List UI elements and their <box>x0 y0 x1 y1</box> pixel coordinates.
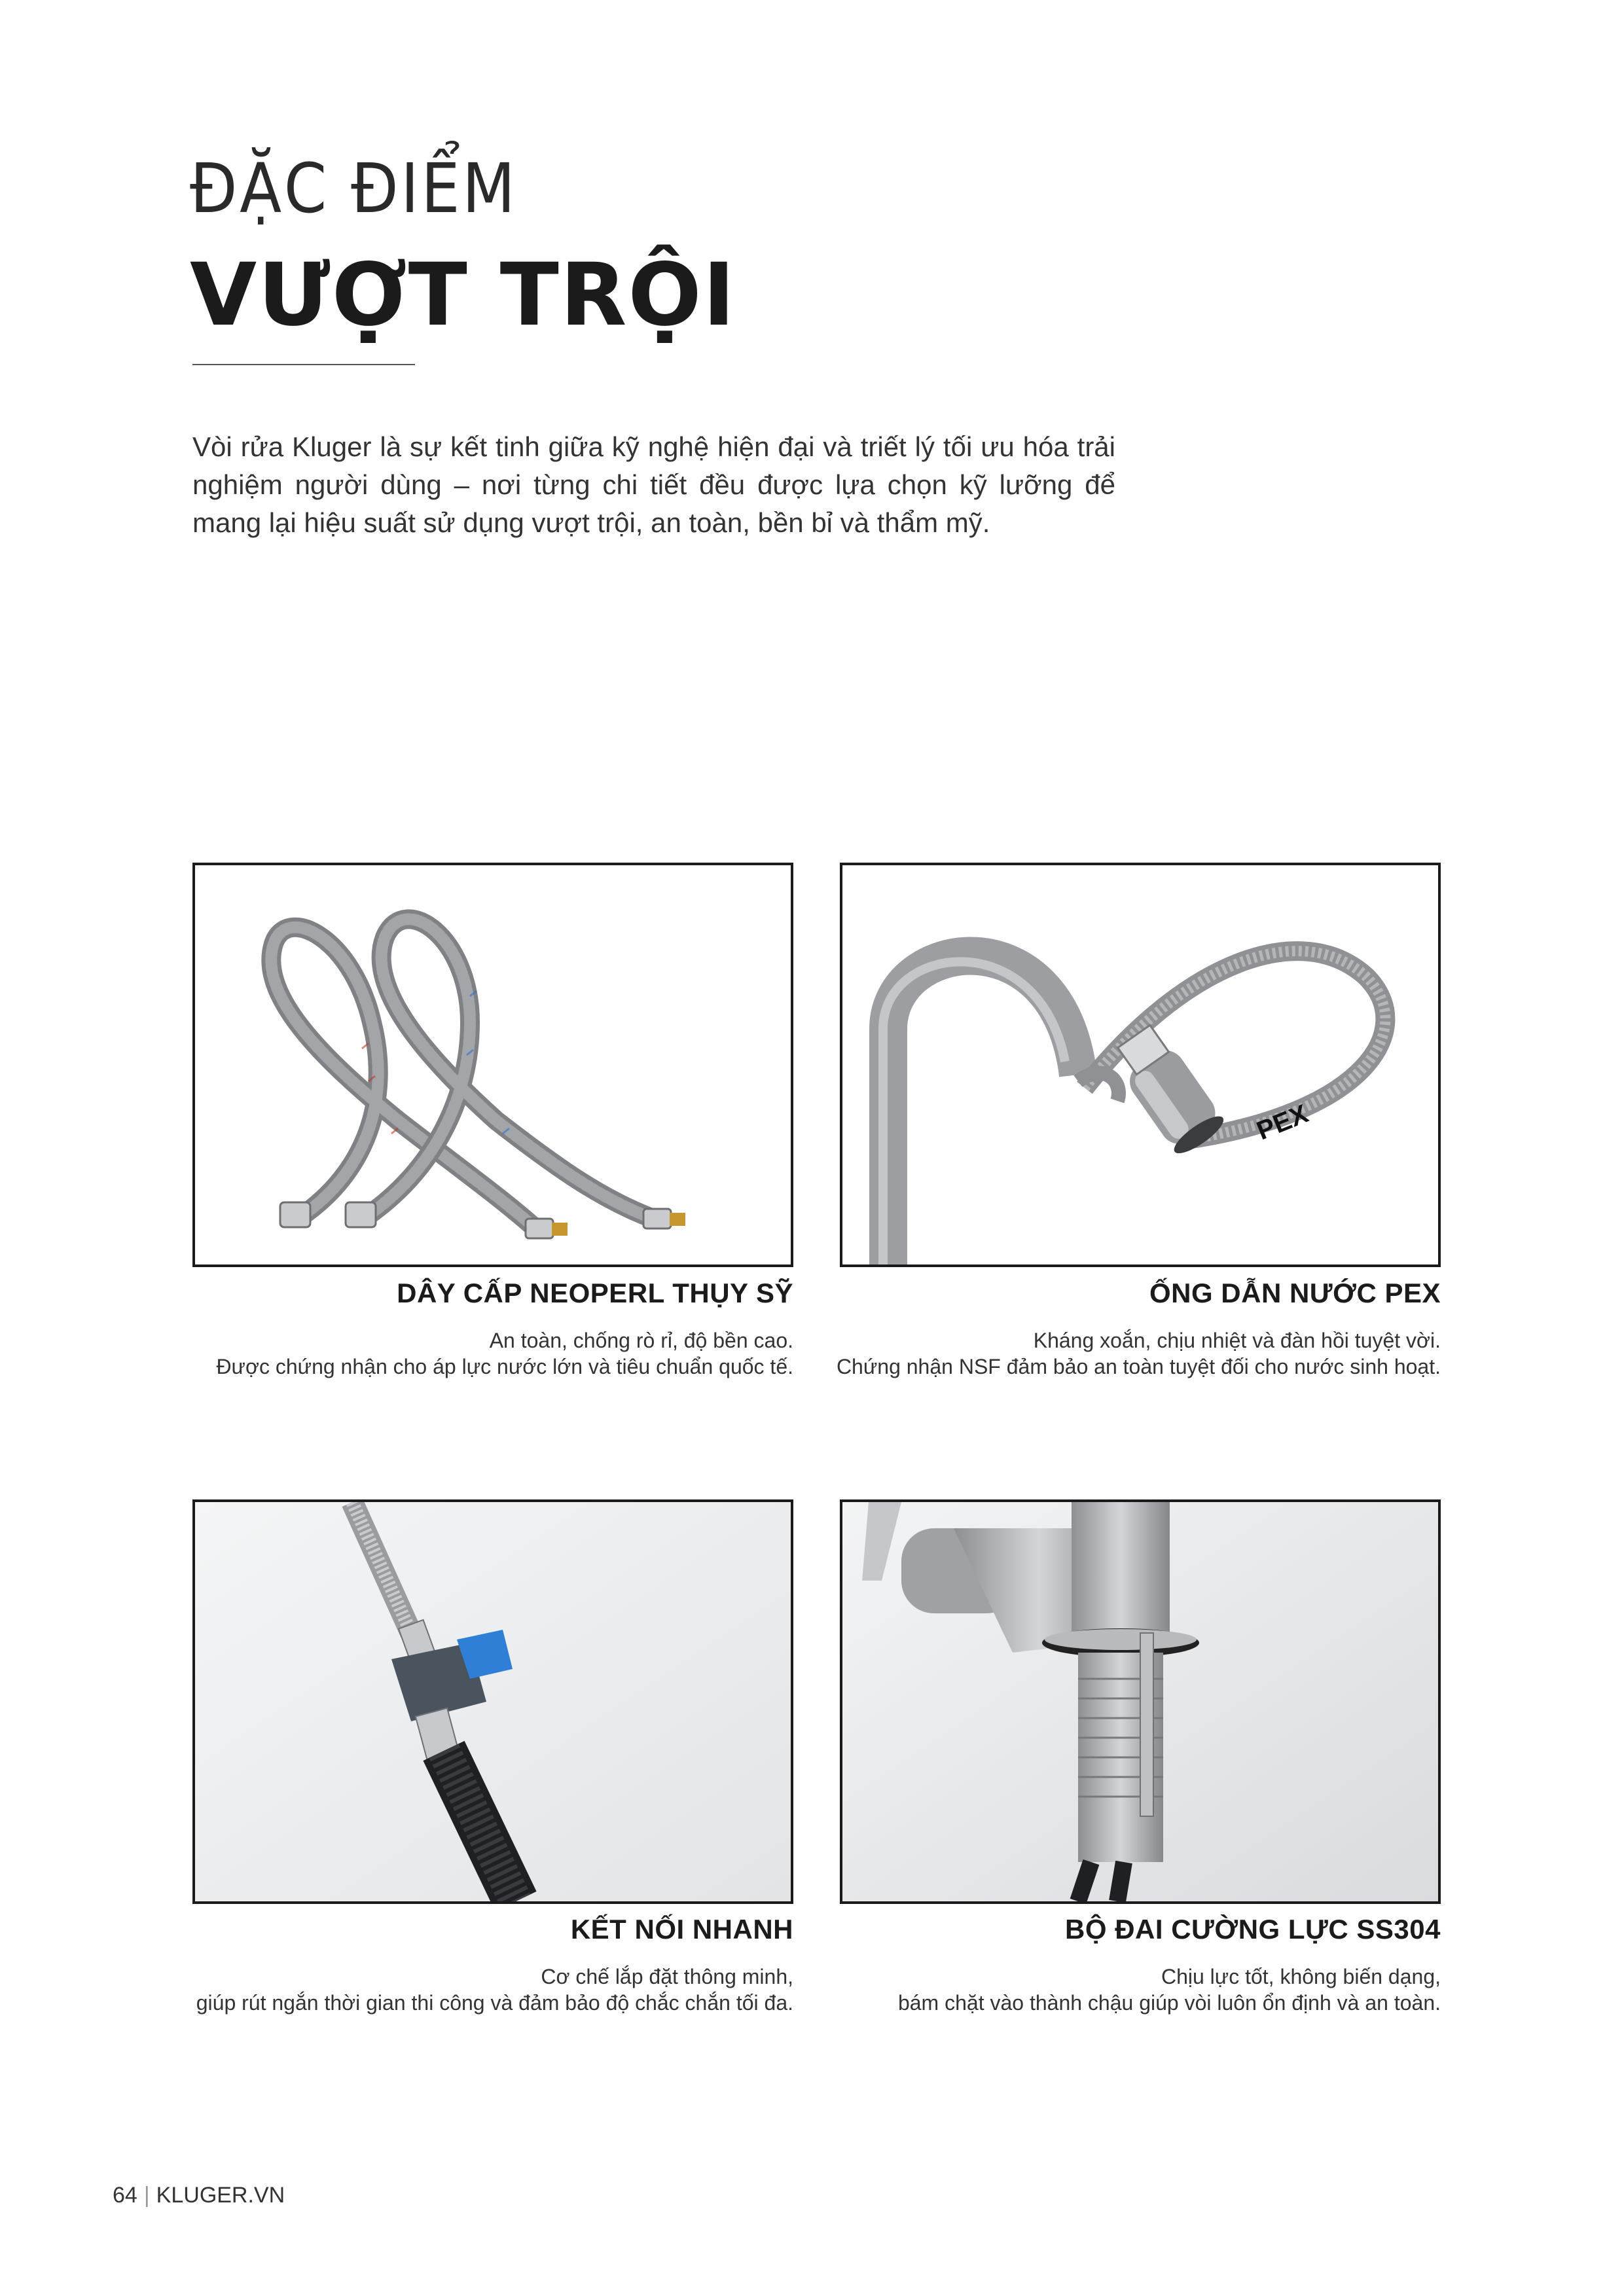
intro-paragraph: Vòi rửa Kluger là sự kết tinh giữa kỹ nghệ hiện đại và triết lý tối ưu hóa trải nghiệm người dùng – nơi từng chi tiết đều được lựa chọn kỹ lưỡng để mang lại hiệu suất sử dụng vượt trội, an toàn, bền bỉ và thẩm mỹ. <box>192 431 1115 538</box>
feature-desc-pex-2: Chứng nhận NSF đảm bảo an toàn tuyệt đối cho nước sinh hoạt. <box>836 1355 1441 1378</box>
mounting-kit-illustration <box>842 1502 1438 1901</box>
quick-connect-image <box>192 1499 793 1904</box>
feature-desc-quick-connect-2: giúp rút ngắn thời gian thi công và đảm bảo độ chắc chắn tối đa. <box>196 1991 793 2015</box>
feature-title-pex: ỐNG DẪN NƯỚC PEX <box>1149 1278 1441 1308</box>
feature-desc-neoperl-2: Được chứng nhận cho áp lực nước lớn và tiêu chuẩn quốc tế. <box>216 1355 793 1378</box>
neoperl-hose-image <box>192 863 793 1267</box>
feature-title-quick-connect: KẾT NỐI NHANH <box>570 1914 793 1945</box>
feature-desc-pex-1: Kháng xoắn, chịu nhiệt và đàn hồi tuyệt vời. <box>1033 1329 1441 1352</box>
footer-separator: | <box>143 2183 150 2208</box>
feature-title-ss304: BỘ ĐAI CƯỜNG LỰC SS304 <box>1065 1914 1441 1945</box>
feature-desc-quick-connect-1: Cơ chế lắp đặt thông minh, <box>541 1965 793 1988</box>
pex-faucet-illustration <box>842 865 1438 1265</box>
ss304-mount-image <box>840 1499 1441 1904</box>
feature-desc-ss304-2: bám chặt vào thành chậu giúp vòi luôn ổn định và an toàn. <box>897 1991 1441 2015</box>
feature-title-neoperl: DÂY CẤP NEOPERL THỤY SỸ <box>397 1278 793 1308</box>
page-number: 64 <box>113 2183 137 2208</box>
heading-line-2: VƯỢT TRỘI <box>190 245 736 346</box>
feature-desc-ss304-1: Chịu lực tốt, không biến dạng, <box>1161 1965 1441 1988</box>
footer-site: KLUGER.VN <box>156 2183 285 2208</box>
feature-desc-neoperl-1: An toàn, chống rò rỉ, độ bền cao. <box>489 1329 793 1352</box>
heading-divider <box>192 364 415 365</box>
pex-label: PEX <box>1252 1099 1312 1146</box>
quick-connector-illustration <box>195 1502 791 1901</box>
braided-hose-illustration <box>195 865 791 1265</box>
page-footer <box>113 2183 285 2208</box>
pex-hose-image <box>840 863 1441 1267</box>
heading-line-1: ĐẶC ĐIỂM <box>190 149 518 228</box>
